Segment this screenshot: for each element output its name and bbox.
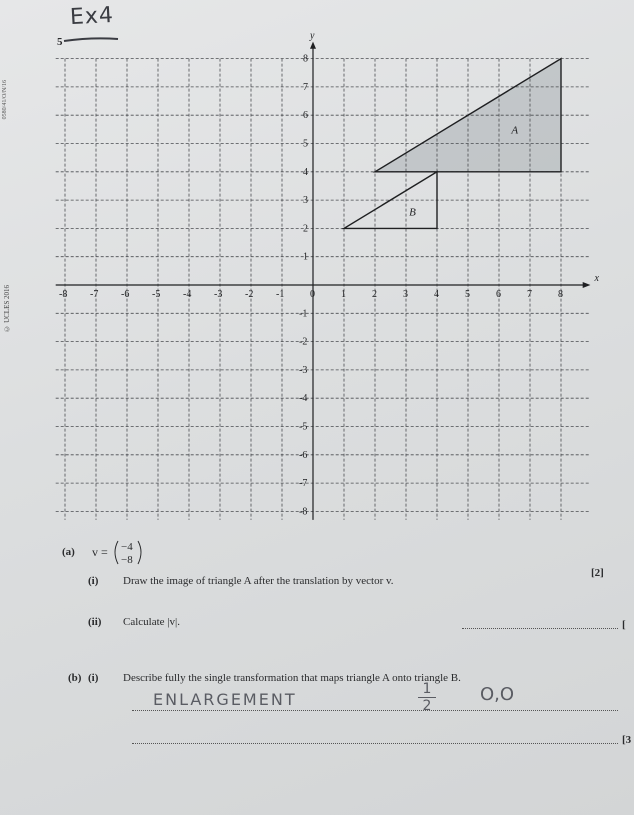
x-tick-label: 4 [434,289,439,300]
question-b-i-text: Describe fully the single transformation that maps triangle A onto triangle B. [123,672,461,684]
y-tick-label: -5 [299,421,308,433]
question-a-i-text: Draw the image of triangle A after the translation by vector v. [123,575,394,587]
question-b-label: (b) [68,672,82,684]
y-tick-label: 6 [303,110,308,122]
copyright: © UCLES 2016 [3,285,11,333]
x-axis-label: x [594,273,599,284]
question-a-ii-marks: [ [622,619,626,631]
x-tick-label: 3 [403,289,408,300]
x-tick-label: 8 [558,289,563,300]
x-tick-label: 6 [496,289,501,300]
vector-label: v = [92,545,108,559]
x-tick-label: -8 [59,289,68,300]
x-tick-label: -2 [245,289,254,300]
triangle-b-label: B [409,206,416,219]
y-tick-label: -2 [299,336,308,348]
y-axis-arrow [310,42,316,49]
x-tick-label: 2 [372,289,377,300]
y-tick-label: 1 [303,251,308,263]
y-tick-label: -1 [299,308,308,320]
y-tick-label: -3 [299,364,308,376]
y-axis-label: y [310,30,315,42]
vector-top: −4 [121,541,133,553]
x-tick-label: 1 [341,289,346,300]
x-tick-label: -5 [152,289,161,300]
x-tick-label: 7 [527,289,532,300]
y-tick-label: 2 [303,223,308,235]
vector-bottom: −8 [121,554,133,566]
answer-line-a-ii[interactable] [462,628,618,629]
y-tick-label: -6 [299,449,308,461]
handwritten-centre: O,O [480,684,515,705]
x-axis-arrow [583,282,591,288]
x-tick-label: 0 [310,289,315,300]
y-tick-label: 8 [303,53,308,65]
question-b-i-marks: [3 [622,734,632,746]
y-tick-label: 5 [303,138,308,150]
question-b-i-label: (i) [88,672,99,684]
x-tick-label: -3 [214,289,223,300]
x-tick-label: -6 [121,289,130,300]
fraction-bottom: 2 [422,698,432,714]
y-tick-label: -7 [299,478,308,490]
question-a-ii-label: (ii) [88,616,102,628]
fraction-top: 1 [422,681,432,697]
x-tick-label: 5 [465,289,470,300]
question-a-label: (a) [62,546,75,558]
question-a-ii-text: Calculate |v|. [123,616,180,628]
y-tick-label: -4 [299,393,308,405]
answer-line-b-i-1[interactable] [132,710,618,711]
y-tick-label: 7 [303,81,308,93]
question-a-i-label: (i) [88,575,99,587]
page-number: 5 [57,36,63,48]
handwritten-title: Ex4 [69,2,115,31]
y-tick-label: -8 [299,506,308,518]
x-tick-label: -4 [183,289,192,300]
x-tick-label: -7 [90,289,99,300]
paper-code: 0580/41/O/N/16 [2,80,8,120]
question-a-i-marks: [2] [591,567,604,579]
triangle-a-label: A [511,124,519,137]
handwritten-answer: ENLARGEMENT [153,690,297,709]
y-tick-label: 3 [303,195,308,207]
y-tick-label: 4 [303,166,308,178]
answer-line-b-i-2[interactable] [132,743,618,744]
x-tick-label: -1 [276,289,285,300]
